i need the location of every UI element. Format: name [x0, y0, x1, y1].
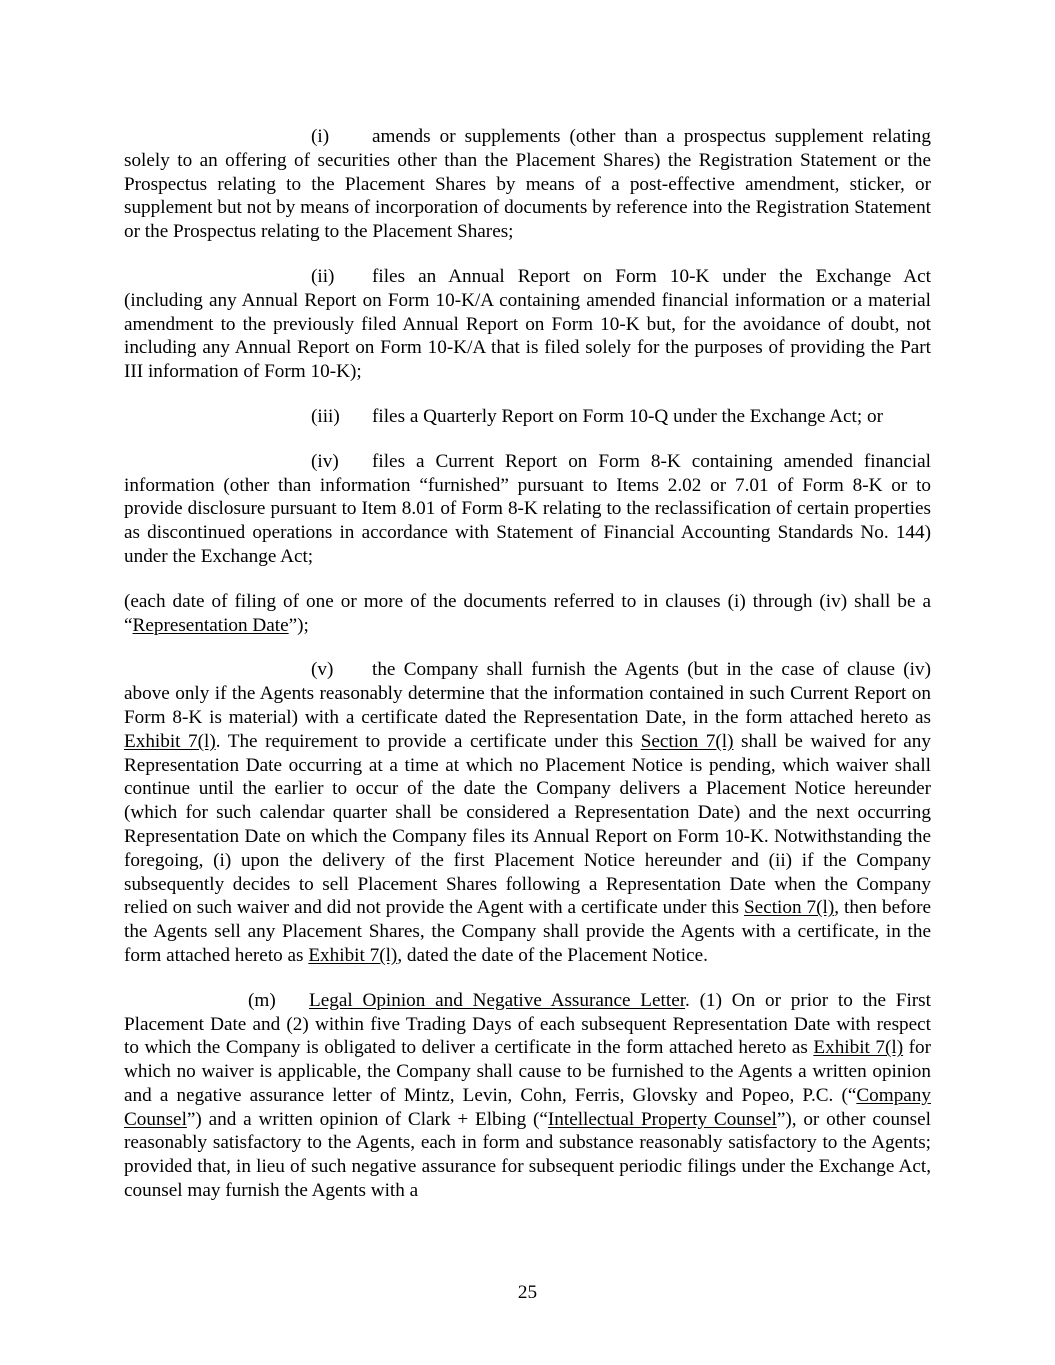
- clause-m: [124, 989, 931, 1203]
- clause-marker: (iii): [311, 405, 340, 427]
- defined-term-ip-counsel: Intellectual Property Counsel: [547, 1108, 777, 1130]
- clause-text: shall be waived for any Representation Date occurring at a time at which no Placement Notice is pending, which waiver shall continue until the earlier to occur of the date the Company delivers a Placement Notice hereunder (which for such calendar quarter shall be considered a Representation Date) and the next occurring Representation Date on which the Company files its Annual Report on Form 10-K. Notwithstanding the foregoing, (i) upon the delivery of the first Placement Notice hereunder and (ii) if the Company subsequently decides to sell Placement Shares following a Representation Date when the Company relied on such waiver and did not provide the Agent with a certificate under this: [124, 730, 931, 919]
- clause-iii: [124, 405, 931, 429]
- paragraph-text: (each date of filing of one or more of the documents referred to in clauses (i) through (iv) shall be a “: [124, 590, 931, 636]
- clause-heading: Legal Opinion and Negative Assurance Letter: [309, 989, 686, 1011]
- exhibit-reference: Exhibit 7(l): [124, 730, 216, 752]
- clause-text: ”), or other counsel reasonably satisfactory to the Agents, each in form and substance reasonably satisfactory to the Agents; provided that, in lieu of such negative assurance for subsequent periodic filings under the Exchange Act, counsel may furnish the Agents with a: [124, 1108, 931, 1202]
- clause-marker: (v): [311, 659, 334, 681]
- clause-text: amends or supplements (other than a prospectus supplement relating solely to an offering of securities other than the Placement Shares) the Registration Statement or the Prospectus relating to the Placement Shares by means of a post-effective amendment, sticker, or supplement but not by means of incorporation of documents by reference into the Registration Statement or the Prospectus relating to the Placement Shares;: [124, 126, 931, 243]
- document-body: [124, 125, 931, 1203]
- page-number: 25: [517, 1282, 538, 1303]
- clause-text: the Company shall furnish the Agents (but in the case of clause (iv) above only if the Agents reasonably determine that the information contained in such Current Report on Form 8-K is material) with a certificate dated the Representation Date, in the form attached hereto as: [124, 659, 931, 728]
- clause-text: , then before the Agents sell any Placement Shares, the Company shall provide the Agents with a certificate, in the form attached hereto as: [124, 897, 931, 966]
- clause-text: . The requirement to provide a certificate under this: [215, 730, 641, 752]
- clause-marker: (iv): [311, 450, 339, 472]
- section-reference: Section 7(l): [744, 897, 835, 919]
- clause-text: . (1) On or prior to the First Placement Date and (2) within five Trading Days of each subsequent Representation Date with respect to which the Company is obligated to deliver a certificate in the form attached hereto as: [124, 989, 931, 1059]
- clause-marker: (m): [248, 989, 276, 1011]
- clause-text: ”) and a written opinion of Clark + Elbing (“: [186, 1108, 548, 1130]
- defined-term-representation-date: Representation Date: [132, 614, 289, 636]
- clause-text: files a Quarterly Report on Form 10-Q under the Exchange Act; or: [372, 405, 883, 427]
- clause-text: , dated the date of the Placement Notice.: [397, 944, 708, 966]
- representation-date-paragraph: [124, 590, 931, 638]
- clause-ii: [124, 265, 931, 384]
- clause-marker: (i): [311, 126, 330, 147]
- clause-marker: (ii): [311, 265, 335, 287]
- paragraph-text: ”);: [288, 614, 309, 636]
- defined-term-company-counsel: Company Counsel: [124, 1084, 931, 1130]
- clause-iv: [124, 450, 931, 569]
- exhibit-reference: Exhibit 7(l): [308, 944, 398, 966]
- clause-text: for which no waiver is applicable, the Company shall cause to be furnished to the Agents a written opinion and a negative assurance letter of Mintz, Levin, Cohn, Ferris, Glovsky and Popeo, P.C. (“: [124, 1037, 932, 1106]
- section-reference: Section 7(l): [640, 730, 734, 752]
- clause-text: files an Annual Report on Form 10-K under the Exchange Act (including any Annual Report on Form 10-K/A containing amended financial information or a material amendment to the previously filed Annual Report on Form 10-K but, for the avoidance of doubt, not including any Annual Report on Form 10-K/A that is filed solely for the purposes of providing the Part III information of Form 10-K);: [124, 265, 931, 383]
- clause-v: [124, 658, 931, 967]
- exhibit-reference: Exhibit 7(l): [813, 1037, 904, 1059]
- clause-i: [124, 125, 931, 244]
- clause-text: files a Current Report on Form 8-K containing amended financial information (other than information “furnished” pursuant to Items 2.02 or 7.01 of Form 8-K or to provide disclosure pursuant to Item 8.01 of Form 8-K relating to the reclassification of certain properties as discontinued operations in accordance with Statement of Financial Accounting Standards No. 144) under the Exchange Act;: [124, 450, 931, 567]
